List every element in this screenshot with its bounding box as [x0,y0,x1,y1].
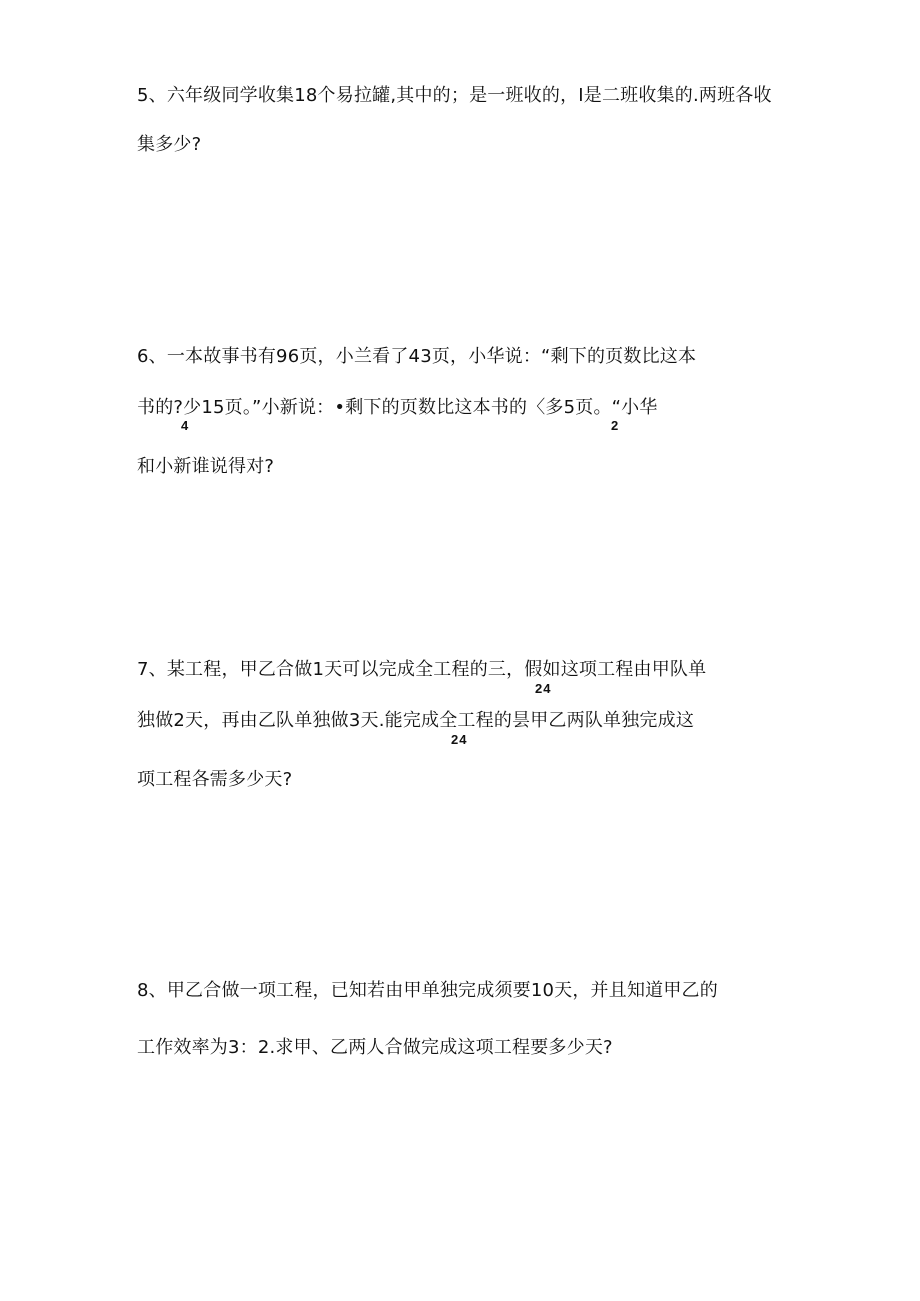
problem-6-line-3: 和小新谁说得对? [137,456,275,477]
problem-5-line-2: 集多少? [137,134,202,155]
problem-8-line-1: 8、甲乙合做一项工程，已知若由甲单独完成须要10天，并且知道甲乙的 [137,980,718,1001]
problem-6-line-1: 6、一本故事书有96页，小兰看了43页，小华说：“剩下的页数比这本 [137,346,697,367]
fraction-denominator: 4 [181,418,190,433]
problem-7-line-1: 7、某工程，甲乙合做1天可以完成全工程的三，假如这项工程由甲队单 [137,659,707,680]
problem-7-line-2: 独做2天，再由乙队单独做3天.能完成全工程的昙甲乙两队单独完成这 [137,710,695,731]
fraction-denominator: 24 [535,681,552,696]
fraction-denominator: 24 [451,732,468,747]
fraction-denominator: 2 [611,418,620,433]
problem-7-line-3: 项工程各需多少天? [137,769,293,790]
problem-8-line-2: 工作效率为3：2.求甲、乙两人合做完成这项工程要多少天? [137,1037,613,1058]
problem-5-line-1: 5、六年级同学收集18个易拉罐,其中的；是一班收的，I是二班收集的.两班各收 [137,85,772,106]
problem-6-line-2: 书的?少15页。”小新说：•剩下的页数比这本书的〈多5页。“小华 [137,397,658,418]
